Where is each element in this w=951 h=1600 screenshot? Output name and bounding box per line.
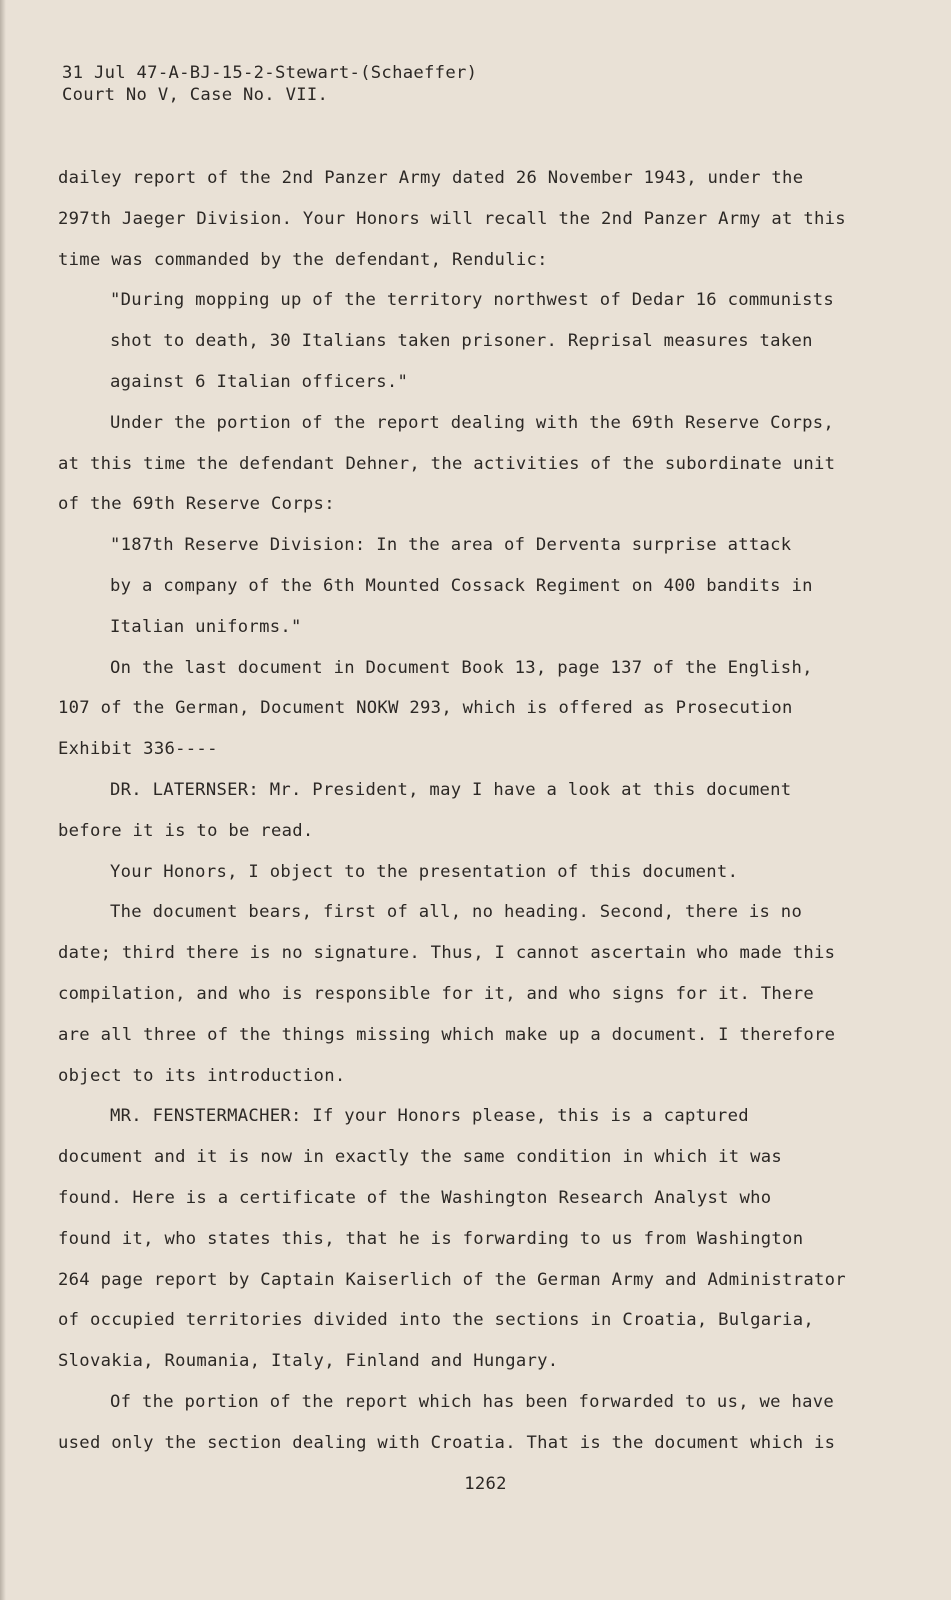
- quote-line: Italian uniforms.": [110, 616, 302, 637]
- text-line: compilation, and who is responsible for it, and who signs for it. There: [58, 983, 814, 1004]
- text-line: object to its introduction.: [58, 1065, 346, 1086]
- text-line: document and it is now in exactly the same condition in which it was: [58, 1147, 783, 1168]
- header-line-1: 31 Jul 47-A-BJ-15-2-Stewart-(Schaeffer): [62, 63, 478, 83]
- quote-line: "187th Reserve Division: In the area of Derventa surprise attack: [110, 535, 792, 556]
- text-line: used only the section dealing with Croatia. That is the document which is: [58, 1432, 836, 1453]
- text-line: of the 69th Reserve Corps:: [58, 494, 335, 515]
- text-line: date; third there is no signature. Thus, I cannot ascertain who made this: [58, 943, 836, 964]
- text-line: of occupied territories divided into the sections in Croatia, Bulgaria,: [58, 1310, 814, 1331]
- text-line: found. Here is a certificate of the Washington Research Analyst who: [58, 1187, 772, 1208]
- text-line: found it, who states this, that he is forwarding to us from Washington: [58, 1228, 804, 1249]
- text-line: On the last document in Document Book 13, page 137 of the English,: [110, 657, 813, 678]
- text-line: dailey report of the 2nd Panzer Army dated 26 November 1943, under the: [58, 168, 804, 188]
- text-line: Of the portion of the report which has been forwarded to us, we have: [110, 1391, 835, 1412]
- page-edge-shadow: [0, 0, 6, 1600]
- quote-line: against 6 Italian officers.": [110, 371, 409, 392]
- text-line: 297th Jaeger Division. Your Honors will recall the 2nd Panzer Army at this: [58, 208, 846, 229]
- quote-line: shot to death, 30 Italians taken prisoner. Reprisal measures taken: [110, 331, 813, 352]
- text-line: The document bears, first of all, no heading. Second, there is no: [110, 902, 803, 923]
- text-line: Under the portion of the report dealing with the 69th Reserve Corps,: [110, 412, 835, 433]
- text-line: at this time the defendant Dehner, the activities of the subordinate unit: [58, 453, 836, 474]
- speaker-line: DR. LATERNSER: Mr. President, may I have a look at this document: [110, 779, 792, 800]
- text-line: are all three of the things missing which make up a document. I therefore: [58, 1024, 836, 1045]
- header-line-2: Court No V, Case No. VII.: [62, 85, 329, 105]
- text-line: 107 of the German, Document NOKW 293, which is offered as Prosecution: [58, 698, 793, 719]
- quote-line: "During mopping up of the territory northwest of Dedar 16 communists: [110, 290, 835, 311]
- text-line: time was commanded by the defendant, Rendulic:: [58, 249, 548, 270]
- text-line: 264 page report by Captain Kaiserlich of the German Army and Administrator: [58, 1269, 846, 1290]
- speaker-line: MR. FENSTERMACHER: If your Honors please, this is a captured: [110, 1106, 749, 1127]
- page-number: 1262: [464, 1474, 507, 1494]
- quote-line: by a company of the 6th Mounted Cossack Regiment on 400 bandits in: [110, 575, 813, 596]
- transcript-body: [58, 163, 918, 1469]
- document-header: [62, 62, 477, 106]
- text-line: Slovakia, Roumania, Italy, Finland and Hungary.: [58, 1351, 559, 1372]
- text-line: Exhibit 336----: [58, 739, 218, 760]
- text-line: Your Honors, I object to the presentation of this document.: [110, 861, 739, 882]
- text-line: before it is to be read.: [58, 820, 314, 841]
